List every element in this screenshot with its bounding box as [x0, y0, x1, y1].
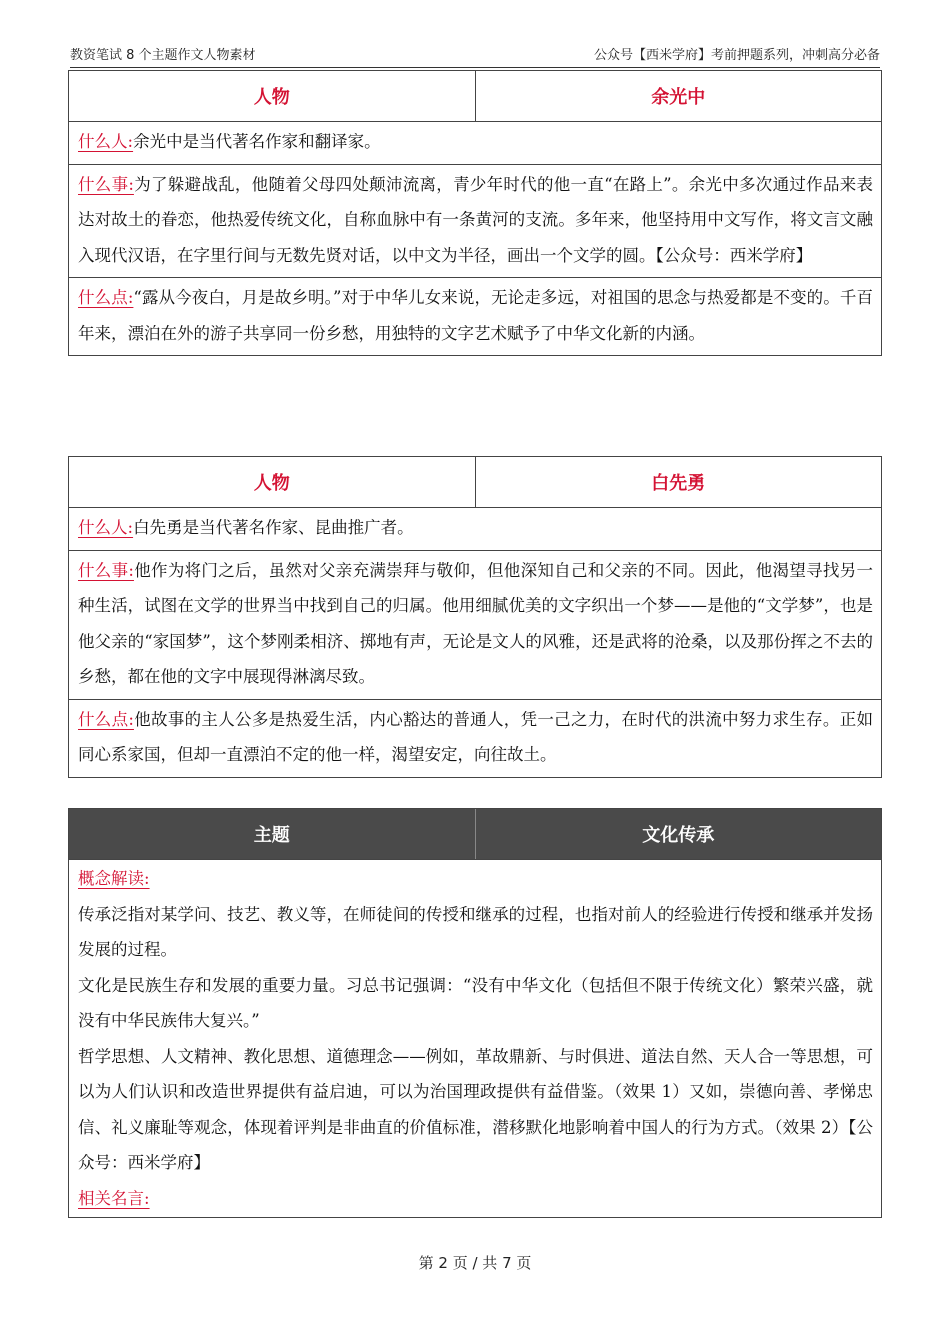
row-label: 什么人: — [78, 518, 134, 537]
header-right-text: 公众号【西米学府】考前押题系列，冲刺高分必备 — [593, 48, 880, 63]
concept-paragraph-1: 传承泛指对某学问、技艺、教义等，在师徒间的传授和继承的过程，也指对前人的经验进行传授和继承并发扬发展的过程。 — [78, 904, 873, 959]
theme-header-row — [69, 809, 881, 859]
table-row-point — [69, 277, 881, 355]
header-cell-theme-label: 主题 — [253, 825, 290, 846]
row-label: 什么点: — [78, 709, 134, 729]
header-cell-theme-name: 文化传承 — [475, 809, 882, 859]
row-text: 他故事的主人公多是热爱生活，内心豁达的普通人，凭一己之力，在时代的洪流中努力求生存。正如同心系家国，但却一直漂泊不定的他一样，渴望安定，向往故土。 — [78, 709, 874, 764]
concept-paragraph-3: 哲学思想、人文精神、教化思想、道德理念——例如，革故鼎新、与时俱进、道法自然、天人合一等思想，可以为人们认识和改造世界提供有益启迪，可以为治国理政提供有益借鉴。（效果 1）又如，崇德向善、孝悌忠信、礼义廉耻等观念，体现着评判是非曲直的价值标准，潜移默化地影响着中国人的行为方式。（效果 2）【公众号：西米学府】 — [78, 1046, 873, 1172]
theme-table-cultural-heritage — [68, 808, 882, 1218]
row-label: 什么点: — [78, 288, 134, 307]
header-cell-name: 余光中 — [475, 71, 882, 121]
row-text: 白先勇是当代著名作家、昆曲推广者。 — [133, 518, 414, 537]
concept-section — [69, 859, 881, 1217]
header-left-text: 教资笔试 8 个主题作文人物素材 — [70, 48, 256, 63]
row-text: “露从今夜白，月是故乡明。”对于中华儿女来说，无论走多远，对祖国的思念与热爱都是不变的。千百年来，漂泊在外的游子共享同一份乡愁，用独特的文字艺术赋予了中华文化新的内涵。 — [78, 288, 874, 343]
person-table-bai-xianyong — [68, 456, 882, 778]
header-cell-label: 人物 — [253, 473, 290, 494]
header-cell-name: 白先勇 — [475, 457, 882, 507]
concept-paragraph-2: 文化是民族生存和发展的重要力量。习总书记强调：“没有中华文化（包括但不限于传统文化）繁荣兴盛，就没有中华民族伟大复兴。” — [78, 975, 873, 1030]
table-row-point — [69, 699, 881, 777]
row-label: 什么事: — [78, 174, 134, 194]
table-header-row — [69, 457, 881, 507]
table-row-who — [69, 121, 881, 164]
concept-label: 概念解读: — [78, 869, 150, 888]
header-divider — [70, 67, 880, 68]
row-label: 什么人: — [78, 132, 134, 151]
table-header-row — [69, 71, 881, 121]
row-text: 余光中是当代著名作家和翻译家。 — [133, 132, 381, 151]
page-header — [70, 44, 880, 68]
person-table-yu-guangzhong — [68, 70, 882, 356]
header-cell-label: 人物 — [253, 87, 290, 108]
table-row-who — [69, 507, 881, 550]
row-text: 为了躲避战乱，他随着父母四处颠沛流离，青少年时代的他一直“在路上”。余光中多次通过作品来表达对故土的眷恋，他热爱传统文化，自称血脉中有一条黄河的支流。多年来，他坚持用中文写作，将文言文融入现代汉语，在字里行间与无数先贤对话，以中文为半径，画出一个文学的圆。【公众号：西米学府】 — [78, 174, 874, 265]
row-label: 什么事: — [78, 560, 134, 580]
table-row-what — [69, 550, 881, 699]
page-number: 第 2 页 / 共 7 页 — [418, 1254, 532, 1272]
row-text: 他作为将门之后，虽然对父亲充满崇拜与敬仰，但他深知自己和父亲的不同。因此，他渴望寻找另一种生活，试图在文学的世界当中找到自己的归属。他用细腻优美的文字织出一个梦——是他的“文学梦”，也是他父亲的“家国梦”，这个梦刚柔相济、掷地有声，无论是文人的风雅，还是武将的沧桑，以及那份挥之不去的乡愁，都在他的文字中展现得淋漓尽致。 — [78, 560, 874, 686]
quotes-label: 相关名言: — [78, 1188, 150, 1208]
table-row-what — [69, 164, 881, 278]
